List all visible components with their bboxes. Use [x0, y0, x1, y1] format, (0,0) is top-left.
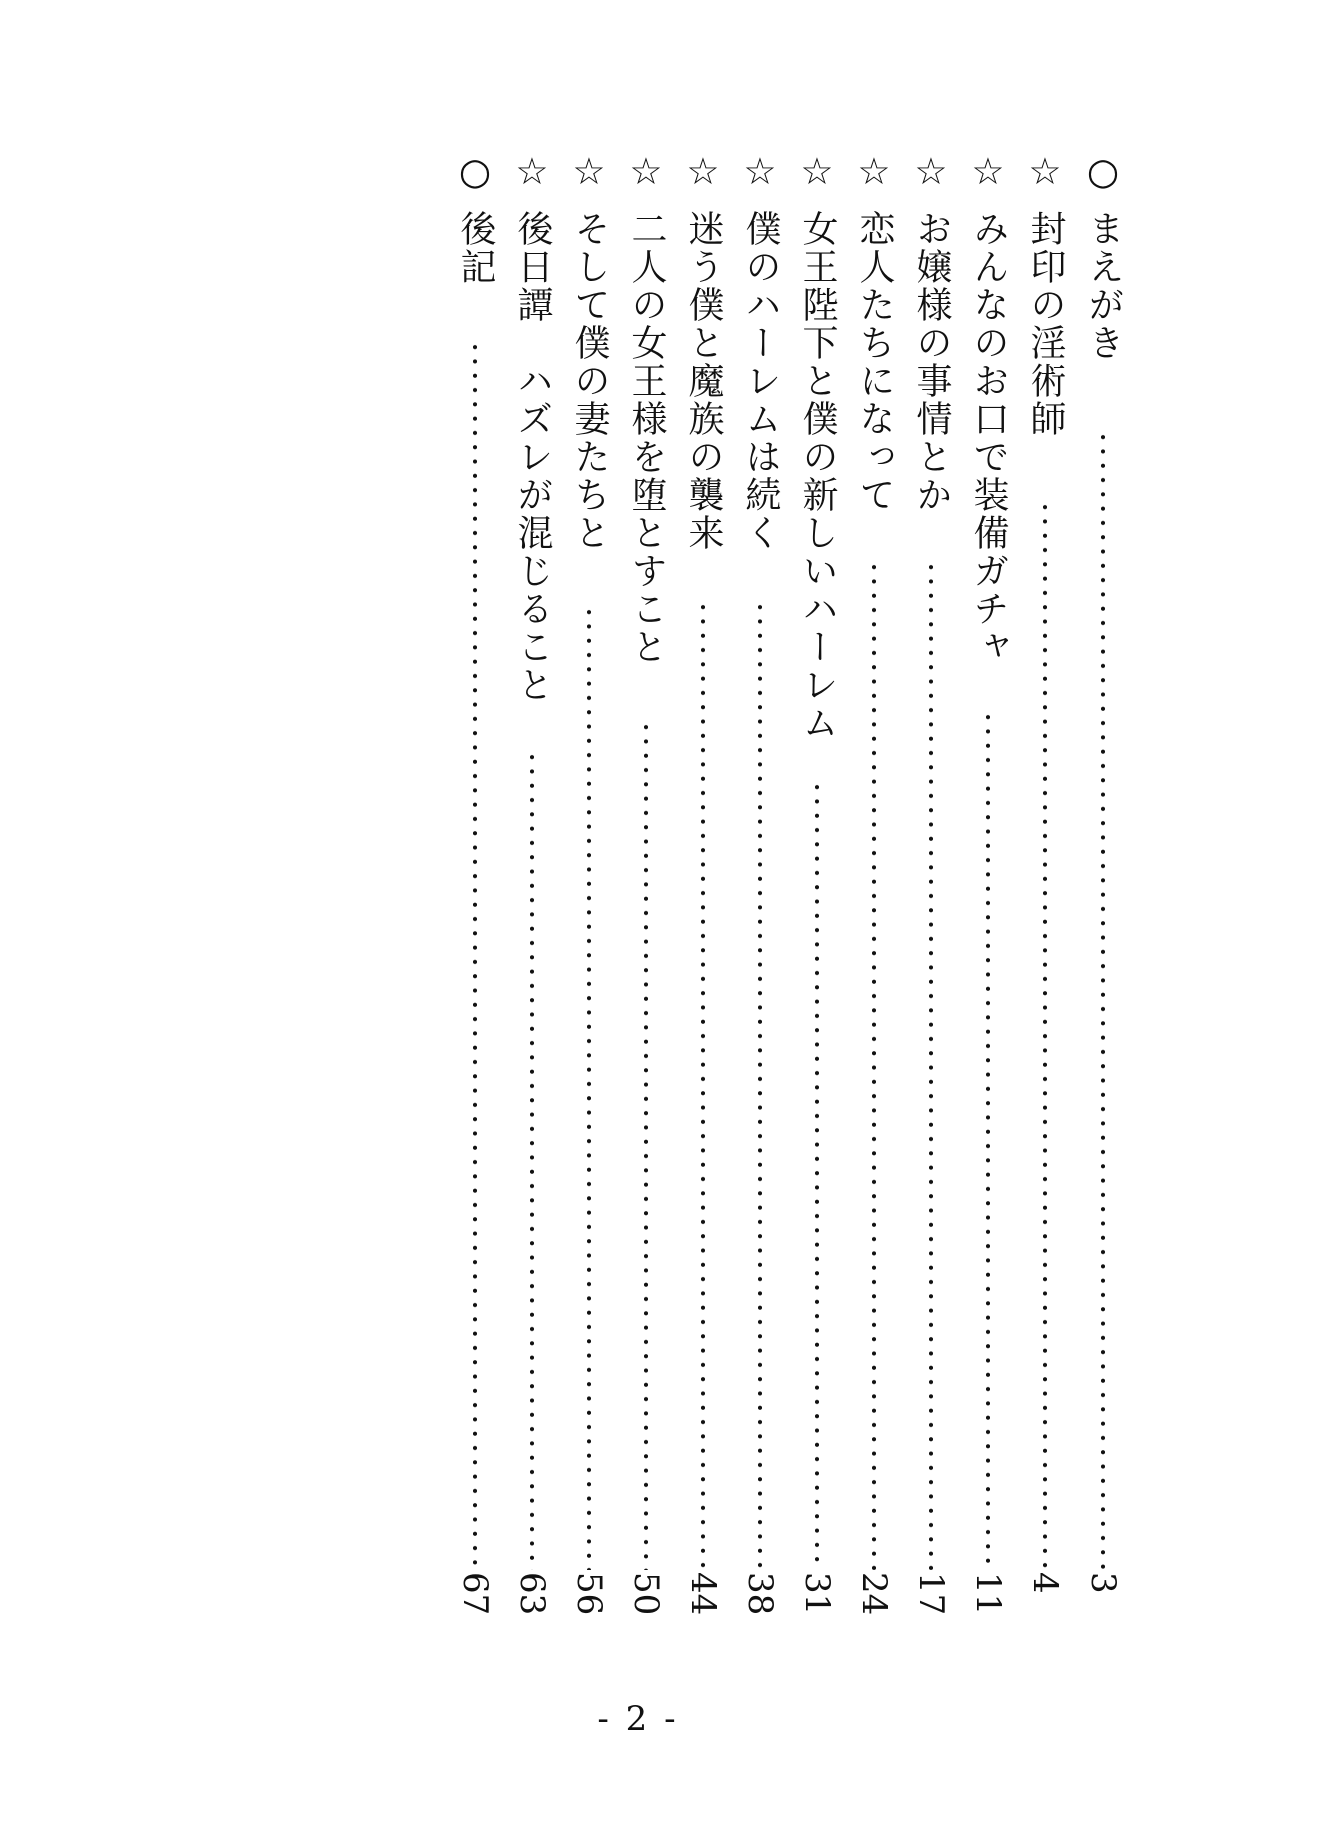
- toc-entry-title[interactable]: お嬢様の事情とか: [911, 210, 952, 514]
- toc-entry-title[interactable]: そして僕の妻たちと: [569, 210, 610, 552]
- toc-entry-page: 44: [683, 1572, 723, 1616]
- star-marker-icon: ☆: [686, 150, 720, 193]
- star-marker-icon: ☆: [914, 150, 948, 193]
- toc-entry-title[interactable]: 封印の淫術師: [1025, 210, 1066, 438]
- toc-entry-1[interactable]: [1075, 150, 1131, 1610]
- toc-entry-title[interactable]: まえがき: [1083, 210, 1124, 362]
- toc-entry-page: 56: [569, 1572, 609, 1616]
- toc-entry-page: 63: [512, 1572, 552, 1616]
- toc-entry-title[interactable]: 恋人たちになって: [854, 210, 895, 514]
- dot-leader: [700, 600, 706, 1570]
- page-folio: - 2 -: [597, 1699, 679, 1739]
- toc-entry-9[interactable]: [618, 150, 674, 1616]
- toc-entry-page: 3: [1083, 1572, 1123, 1594]
- toc-entry-page: 11: [968, 1572, 1008, 1616]
- star-marker-icon: ☆: [971, 150, 1005, 193]
- toc-entry-2[interactable]: [1017, 150, 1073, 1610]
- toc-entry-8[interactable]: [675, 150, 731, 1616]
- toc-entry-10[interactable]: [561, 150, 617, 1616]
- dot-leader: [814, 780, 820, 1570]
- toc-entry-11[interactable]: [504, 150, 560, 1616]
- toc-entry-title[interactable]: 後記: [455, 210, 496, 286]
- toc-entry-title[interactable]: みんなのお口で装備ガチャ: [968, 210, 1009, 666]
- toc-entry-page: 24: [854, 1572, 894, 1616]
- toc-entry-title[interactable]: 二人の女王様を堕とすこと: [626, 210, 667, 666]
- toc-entry-page: 31: [797, 1572, 837, 1616]
- star-marker-icon: ☆: [1028, 150, 1062, 193]
- toc-entry-title[interactable]: 後日譚 ハズレが混じること: [512, 210, 553, 704]
- toc-entry-page: 50: [626, 1572, 666, 1616]
- toc-entry-6[interactable]: [789, 150, 845, 1616]
- toc-entry-page: 67: [455, 1572, 495, 1616]
- toc-entry-5[interactable]: [846, 150, 902, 1616]
- dot-leader: [928, 560, 934, 1570]
- toc-entry-4[interactable]: [903, 150, 959, 1616]
- circle-marker-icon: ○: [1086, 150, 1120, 193]
- star-marker-icon: ☆: [800, 150, 834, 193]
- star-marker-icon: ☆: [629, 150, 663, 193]
- dot-leader: [586, 605, 592, 1570]
- dot-leader: [871, 560, 877, 1570]
- toc-entry-title[interactable]: 僕のハーレムは続く: [740, 210, 781, 552]
- toc-entry-3[interactable]: [960, 150, 1016, 1616]
- star-marker-icon: ☆: [857, 150, 891, 193]
- dot-leader: [1100, 430, 1106, 1570]
- toc-entry-title[interactable]: 女王陛下と僕の新しいハーレム: [797, 210, 838, 742]
- dot-leader: [529, 750, 535, 1570]
- toc-entry-page: 4: [1025, 1572, 1065, 1594]
- circle-marker-icon: ○: [458, 150, 492, 193]
- toc-entry-title[interactable]: 迷う僕と魔族の襲来: [683, 210, 724, 552]
- star-marker-icon: ☆: [515, 150, 549, 193]
- dot-leader: [1042, 500, 1048, 1570]
- toc-entry-7[interactable]: [732, 150, 788, 1616]
- toc-entry-page: 38: [740, 1572, 780, 1616]
- dot-leader: [757, 600, 763, 1570]
- star-marker-icon: ☆: [572, 150, 606, 193]
- dot-leader: [472, 340, 478, 1570]
- toc-entry-12[interactable]: [447, 150, 503, 1616]
- toc-entry-page: 17: [911, 1572, 951, 1616]
- dot-leader: [643, 720, 649, 1570]
- star-marker-icon: ☆: [743, 150, 777, 193]
- dot-leader: [985, 710, 991, 1570]
